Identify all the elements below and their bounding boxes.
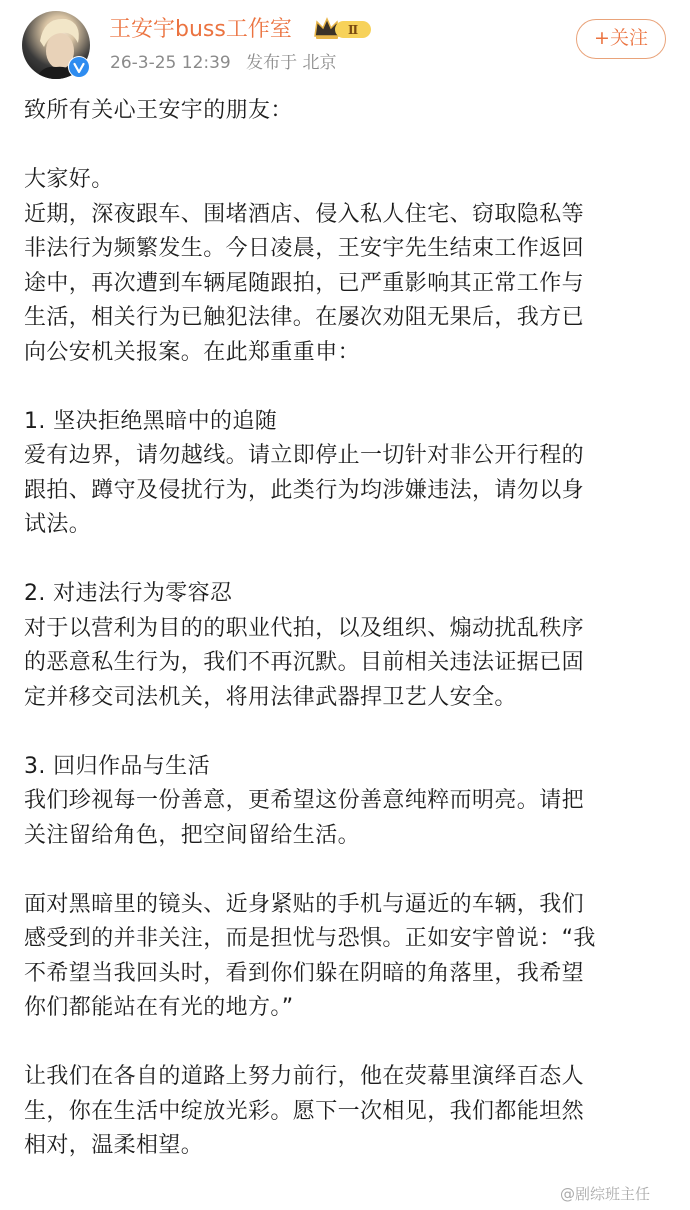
- paragraph-5-line: 让我们在各自的道路上努力前行，他在荧幕里演绎百态人: [24, 1064, 585, 1089]
- intro-line: 近期，深夜跟车、围堵酒店、侵入私人住宅、窃取隐私等: [24, 201, 585, 227]
- greeting: 致所有关心王安宇的朋友：: [24, 98, 293, 123]
- hello-line: 大家好。: [24, 167, 114, 192]
- post-body: [24, 94, 674, 1164]
- intro-line: 途中，再次遭到车辆尾随跟拍，已严重影响其正常工作与: [24, 270, 585, 296]
- paragraph-4-line: 感受到的并非关注，而是担忧与恐惧。正如安宇曾说：“我: [24, 926, 596, 951]
- section-2-line: 对于以营利为目的的职业代拍，以及组织、煽动扰乱秩序: [24, 615, 585, 641]
- section-2-line: 定并移交司法机关，将用法律武器捍卫艺人安全。: [24, 684, 517, 710]
- paragraph-4-line: 你们都能站在有光的地方。”: [24, 995, 294, 1020]
- follow-button[interactable]: +关注: [576, 19, 666, 59]
- section-2-line: 的恶意私生行为，我们不再沉默。目前相关违法证据已固: [24, 650, 585, 675]
- post-meta: [110, 52, 347, 74]
- post-location: 发布于 北京: [246, 53, 337, 73]
- section-1-line: 试法。: [24, 512, 92, 537]
- intro-line: 向公安机关报案。在此郑重重申：: [24, 339, 361, 365]
- paragraph-5-line: 生，你在生活中绽放光彩。愿下一次相见，我们都能坦然: [24, 1098, 585, 1124]
- paragraph-4-line: 不希望当我回头时，看到你们躲在阴暗的角落里，我希望: [24, 960, 585, 986]
- post-date: 26-3-25 12:39: [110, 53, 231, 73]
- section-3-line: 我们珍视每一份善意，更希望这份善意纯粹而明亮。请把: [24, 788, 585, 813]
- section-3-line: 关注留给角色，把空间留给生活。: [24, 822, 361, 848]
- section-1-line: 跟拍、蹲守及侵扰行为，此类行为均涉嫌违法，请勿以身: [24, 477, 585, 503]
- section-3-title: 3. 回归作品与生活: [24, 753, 210, 779]
- crown-badge-icon[interactable]: [313, 16, 373, 42]
- paragraph-4-line: 面对黑暗里的镜头、近身紧贴的手机与逼近的车辆，我们: [24, 891, 585, 917]
- section-1-line: 爱有边界，请勿越线。请立即停止一切针对非公开行程的: [24, 443, 585, 468]
- section-1-title: 1. 坚决拒绝黑暗中的追随: [24, 408, 278, 434]
- intro-line: 生活，相关行为已触犯法律。在屡次劝阻无果后，我方已: [24, 305, 585, 330]
- post-header: [0, 0, 690, 90]
- paragraph-5-line: 相对，温柔相望。: [24, 1133, 204, 1158]
- intro-line: 非法行为频繁发生。今日凌晨，王安宇先生结束工作返回: [24, 236, 585, 261]
- badge-level: Ⅱ: [347, 23, 359, 37]
- verified-icon: [68, 56, 90, 78]
- watermark: @剧综班主任: [560, 1185, 651, 1203]
- author-name[interactable]: 王安宇buss工作室: [109, 17, 292, 42]
- section-2-title: 2. 对违法行为零容忍: [24, 581, 233, 606]
